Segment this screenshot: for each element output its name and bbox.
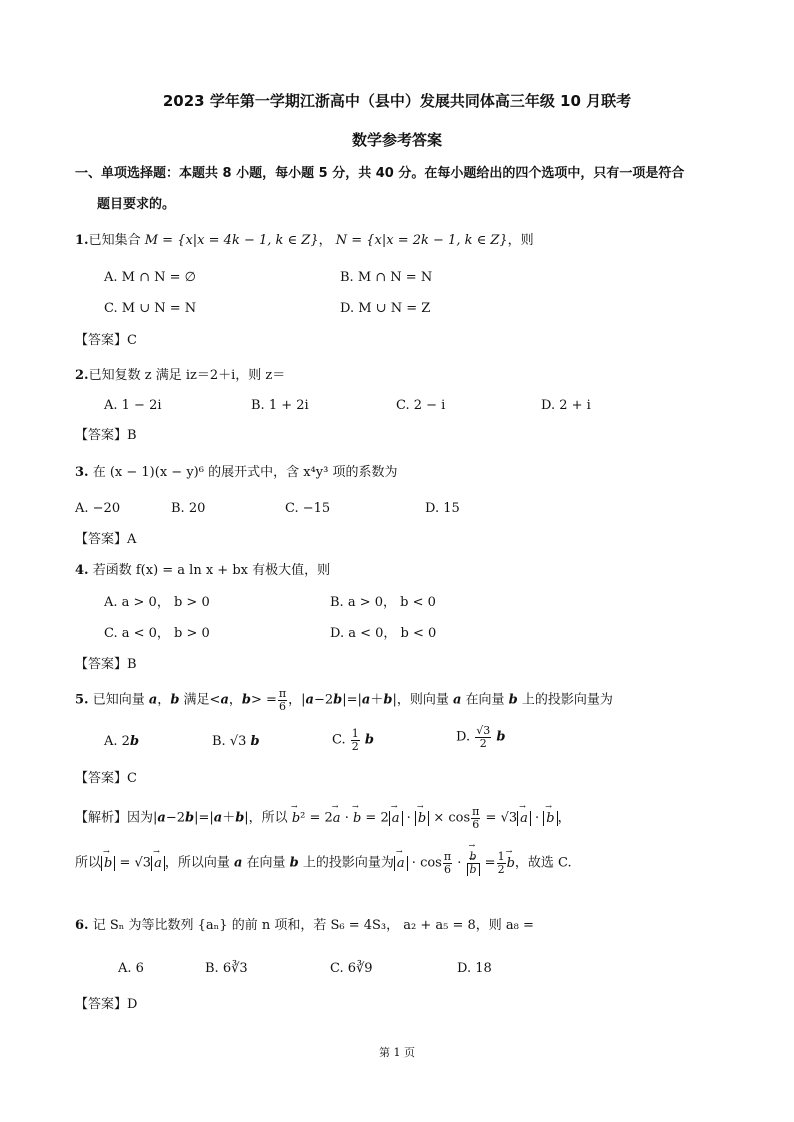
q5-line2-frac-unit bbox=[467, 851, 480, 875]
document-subtitle: 数学参考答案 bbox=[351, 131, 442, 149]
question-6-stem bbox=[75, 918, 534, 934]
q5-line2-frac-half bbox=[497, 851, 506, 875]
question-4-option-d: D. a < 0， b < 0 bbox=[330, 626, 437, 641]
question-5-stem bbox=[75, 688, 613, 712]
q5-cond1: 满足< bbox=[179, 692, 221, 708]
question-3-stem bbox=[75, 465, 397, 481]
question-6-option-d: D. 18 bbox=[457, 961, 492, 976]
question-3-stem-text: 在 (x − 1)(x − y)⁶ 的展开式中，含 x⁴y³ 项的系数为 bbox=[92, 465, 398, 480]
question-1-option-d: D. M ∪ N = Z bbox=[340, 301, 431, 316]
q5-sep: ， bbox=[157, 692, 171, 708]
q5-cond9: 上的投影向量为 bbox=[517, 692, 613, 708]
q5-line2-norm-a2-vec: → a bbox=[397, 856, 405, 872]
page-number: 第 1 页 bbox=[379, 1046, 415, 1059]
q5-line2-eq2: = bbox=[480, 855, 496, 871]
q5-analysis-label: 【解析】因为| bbox=[75, 810, 158, 826]
question-5-option-c bbox=[332, 728, 374, 752]
section-heading-line2: 题目要求的。 bbox=[97, 197, 176, 212]
question-2-answer: 【答案】B bbox=[75, 428, 137, 443]
q5-line2-norm-a-vec: → a bbox=[154, 856, 162, 872]
q5-line2-unit-norm-b: → b bbox=[470, 864, 477, 876]
q5-cond7: |，则向量 bbox=[392, 692, 453, 708]
q5-opt-a-text: A. 2 bbox=[104, 734, 130, 749]
q5-frac-num: π bbox=[278, 687, 287, 700]
q5-sol-norm-b bbox=[415, 811, 429, 826]
question-4-option-b: B. a > 0， b < 0 bbox=[330, 595, 436, 610]
q5-cond3: ，| bbox=[288, 692, 306, 708]
q5-line2-unit-norm bbox=[467, 863, 480, 876]
question-3-answer: 【答案】A bbox=[75, 532, 137, 547]
q5-sol-vec-a: → a bbox=[333, 811, 341, 827]
q5-line2-frac-pi-num: π bbox=[443, 850, 452, 863]
q5-cond6: ＋ bbox=[370, 692, 384, 708]
q5-analysis-a: a bbox=[157, 810, 166, 826]
q5-sol-eq1: ² = 2 bbox=[300, 810, 333, 826]
q5-sol-frac-num: π bbox=[472, 805, 480, 818]
q5-vec-a-4: a bbox=[361, 692, 371, 708]
question-1-number: 1. bbox=[75, 233, 89, 248]
q5-opt-c-den: 2 bbox=[351, 739, 359, 753]
question-5-option-a bbox=[104, 734, 139, 750]
question-1-stem-post: ，则 bbox=[507, 233, 534, 248]
q5-sol-norm-a2-vec: → a bbox=[520, 811, 528, 827]
q5-line2-end: ，故选 C. bbox=[514, 855, 572, 871]
q5-fraction-pi-6 bbox=[278, 688, 287, 712]
q5-line2-a: a bbox=[233, 855, 243, 871]
q5-sep-2: ， bbox=[228, 692, 242, 708]
question-1-stem-pre: 已知集合 bbox=[88, 233, 141, 248]
q5-frac-den: 6 bbox=[279, 699, 287, 713]
q5-sol-norm-b2 bbox=[543, 811, 557, 826]
question-6-answer: 【答案】D bbox=[75, 997, 138, 1012]
q5-line2-norm-b-vec: → b bbox=[104, 856, 112, 872]
q5-line2-b: b bbox=[289, 855, 299, 871]
q5-line2-mid2: 在向量 bbox=[242, 855, 290, 871]
q5-sol-norm-b2-vec: → b bbox=[546, 811, 554, 827]
q5-line2-norm-a2 bbox=[394, 856, 408, 871]
q5-sol-norm-a bbox=[389, 811, 403, 826]
q5-opt-c-text: C. bbox=[332, 732, 346, 748]
q5-opt-d-den: 2 bbox=[479, 736, 487, 750]
q5-vec-a: a bbox=[148, 692, 158, 708]
q5-opt-c-num: 1 bbox=[351, 727, 359, 740]
question-5-analysis-line2: 所以→ b = √3→ a ，所以向量 a 在向量 b 上的投影向量为→ a · cos $\frac{\pi}{6}$ · → b → b = $\frac{1}{2}$ → b，故选 C. bbox=[75, 851, 572, 875]
question-2-option-b: B. 1 + 2i bbox=[251, 398, 309, 413]
question-2-option-a: A. 1 − 2i bbox=[104, 398, 162, 413]
q5-analysis-a2: a bbox=[213, 810, 223, 826]
question-2-number: 2. bbox=[75, 368, 89, 383]
question-2-stem-text: 已知复数 z 满足 iz＝2＋i，则 z＝ bbox=[88, 368, 286, 383]
q5-vec-b-2: b bbox=[241, 692, 251, 708]
q5-analysis-end: |，所以 bbox=[244, 810, 288, 826]
question-6-option-c: C. 6∛9 bbox=[330, 961, 373, 976]
q5-line2-frac-pi-den: 6 bbox=[443, 862, 451, 876]
q5-opt-b-text: B. √3 bbox=[212, 734, 251, 749]
question-3-option-a: A. −20 bbox=[75, 501, 121, 516]
q5-line2-frac-unit-den bbox=[467, 864, 480, 876]
q5-sol-norm-b-vec: → b bbox=[418, 811, 426, 827]
question-6-stem-text: 记 Sₙ 为等比数列 {aₙ} 的前 n 项和，若 S₆ = 4S₃， a₂ + a₅ = 8，则 a₈ = bbox=[92, 918, 534, 933]
question-4-stem-text: 若函数 f(x) = a ln x + bx 有极大值，则 bbox=[92, 563, 331, 578]
question-5-option-b bbox=[212, 734, 260, 750]
question-1-set-n: N = {x|x = 2k − 1, k ∈ Z} bbox=[335, 233, 508, 248]
question-1-stem bbox=[75, 233, 534, 249]
question-2-stem bbox=[75, 368, 285, 384]
question-6-option-b: B. 6∛3 bbox=[205, 961, 248, 976]
question-4-number: 4. bbox=[75, 563, 89, 578]
q5-sol-norm-a2 bbox=[517, 811, 531, 826]
q5-line2-unit-b: → b bbox=[470, 851, 477, 863]
q5-line2-norm-b bbox=[101, 856, 115, 871]
question-4-option-a: A. a > 0， b > 0 bbox=[104, 595, 210, 610]
question-5-option-d bbox=[456, 725, 505, 749]
q5-vec-a-2: a bbox=[220, 692, 229, 708]
question-1-set-m: M = {x|x = 4k − 1, k ∈ Z} bbox=[144, 233, 319, 248]
q5-line2-norm-a bbox=[151, 856, 165, 871]
question-5-analysis-line1: 【解析】因为|a−2b|=|a＋b|，所以 → b² = 2→ a · → b = 2→ a · → b × cos $\frac{\pi}{6}$ = √3→ a · → b ， bbox=[75, 806, 571, 830]
question-1-answer: 【答案】C bbox=[75, 333, 137, 348]
question-1-sep: ， bbox=[318, 233, 332, 248]
question-4-stem bbox=[75, 563, 330, 579]
q5-stem-pre: 已知向量 bbox=[92, 692, 149, 708]
question-1-option-a: A. M ∩ N = ∅ bbox=[104, 270, 196, 285]
q5-sol-frac-den: 6 bbox=[472, 817, 480, 831]
q5-opt-d-vec: b bbox=[496, 729, 506, 745]
question-5-number: 5. bbox=[75, 692, 89, 708]
q5-line2-mid3: 上的投影向量为 bbox=[298, 855, 394, 871]
question-2-option-c: C. 2 − i bbox=[396, 398, 446, 413]
question-3-option-c: C. −15 bbox=[285, 501, 331, 516]
q5-line2-half-num: 1 bbox=[497, 850, 505, 863]
q5-vec-a-5: a bbox=[452, 692, 462, 708]
question-3-number: 3. bbox=[75, 465, 89, 480]
q5-sol-cos: × cos bbox=[429, 810, 471, 826]
question-6-number: 6. bbox=[75, 918, 89, 933]
question-5-answer: 【答案】C bbox=[75, 771, 137, 786]
q5-cond8: 在向量 bbox=[461, 692, 509, 708]
q5-vec-b-4: b bbox=[383, 692, 393, 708]
q5-opt-d-num: √3 bbox=[476, 724, 491, 737]
q5-cond5: |=| bbox=[342, 692, 362, 708]
q5-cond2: > = bbox=[250, 692, 277, 708]
q5-vec-a-3: a bbox=[305, 692, 314, 708]
q5-sol-vec-b: → b bbox=[292, 811, 300, 827]
q5-line2-eq: = √3 bbox=[115, 855, 152, 871]
q5-sol-norm-a-vec: → a bbox=[392, 811, 400, 827]
q5-line2-pre: 所以 bbox=[75, 855, 102, 871]
q5-opt-c-vec: b bbox=[364, 732, 374, 748]
q5-opt-c-frac bbox=[351, 728, 360, 752]
document-title: 2023 学年第一学期江浙高中（县中）发展共同体高三年级 10 月联考 bbox=[162, 92, 632, 110]
q5-vec-b: b bbox=[170, 692, 180, 708]
question-1-option-b: B. M ∩ N = N bbox=[340, 270, 433, 285]
section-heading-line1: 一、单项选择题：本题共 8 小题，每小题 5 分，共 40 分。在每小题给出的四个选项中，只有一项是符合 bbox=[75, 166, 685, 181]
q5-sol-comma: ， bbox=[557, 810, 571, 826]
question-3-option-d: D. 15 bbox=[425, 501, 460, 516]
q5-analysis-plus: ＋ bbox=[222, 810, 236, 826]
question-1-option-c: C. M ∪ N = N bbox=[104, 301, 197, 316]
q5-line2-final-b: → b bbox=[507, 856, 515, 872]
question-6-option-a: A. 6 bbox=[118, 961, 144, 976]
q5-vec-b-3: b bbox=[333, 692, 343, 708]
q5-line2-frac-pi bbox=[443, 851, 452, 875]
q5-sol-eq4: = √3 bbox=[481, 810, 518, 826]
question-3-option-b: B. 20 bbox=[171, 501, 206, 516]
question-2-option-d: D. 2 + i bbox=[541, 398, 591, 413]
q5-line2-half-den: 2 bbox=[497, 862, 505, 876]
q5-opt-b-vec: b bbox=[250, 734, 260, 749]
q5-analysis-minus: −2 bbox=[165, 810, 185, 826]
q5-opt-d-frac bbox=[475, 725, 491, 749]
q5-vec-b-5: b bbox=[508, 692, 518, 708]
q5-analysis-b: b bbox=[185, 810, 195, 826]
q5-sol-vec-b2: → b bbox=[353, 811, 361, 827]
question-4-option-c: C. a < 0， b > 0 bbox=[104, 626, 210, 641]
q5-opt-a-vec: b bbox=[129, 734, 140, 749]
q5-analysis-eq: |=| bbox=[194, 810, 214, 826]
q5-line2-mid: ，所以向量 bbox=[164, 855, 234, 871]
q5-analysis-b2: b bbox=[235, 810, 245, 826]
q5-opt-d-text: D. bbox=[456, 729, 471, 745]
question-4-answer: 【答案】B bbox=[75, 657, 137, 672]
q5-line2-cos: · cos bbox=[407, 855, 442, 871]
q5-sol-frac bbox=[471, 806, 480, 830]
q5-sol-eq2: = 2 bbox=[361, 810, 389, 826]
q5-cond4: −2 bbox=[313, 692, 334, 708]
